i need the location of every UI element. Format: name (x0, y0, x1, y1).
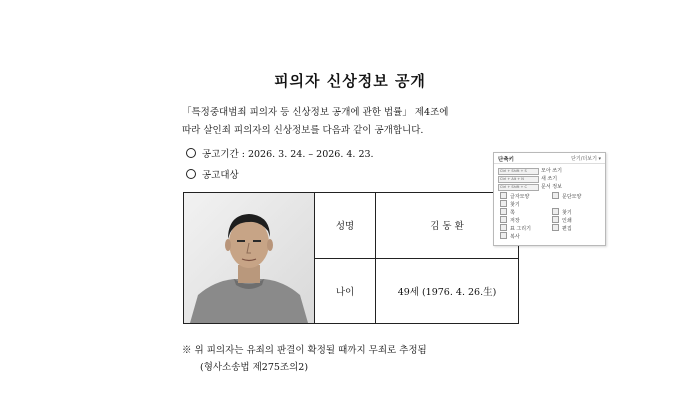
shortcut-grid-item[interactable]: 찾기 (552, 208, 572, 216)
shortcut-key: Ctrl + Shift + C (498, 184, 539, 191)
tool-icon (500, 216, 507, 223)
tool-icon (500, 232, 507, 239)
shortcut-grid-item[interactable]: 쪽 (500, 208, 515, 216)
intro-paragraph (182, 104, 542, 140)
shortcut-label: 새 쓰기 (541, 176, 558, 182)
tool-icon (500, 192, 507, 199)
suspect-photo (184, 193, 314, 323)
name-value: 김 동 환 (430, 221, 464, 233)
shortcut-row[interactable] (498, 167, 562, 174)
age-value-cell (376, 258, 519, 324)
tool-icon (552, 216, 559, 223)
suspect-photo-cell (184, 193, 315, 324)
tool-icon (500, 200, 507, 207)
shortcut-grid-item[interactable]: 표 그리기 (500, 224, 531, 232)
shortcut-grid-item[interactable]: 글자모양 (500, 192, 529, 200)
intro-line-2: 따라 살인죄 피의자의 신상정보를 다음과 같이 공개합니다. (182, 125, 424, 136)
shortcut-label: 모아 쓰기 (541, 168, 562, 174)
shortcut-label: 문서 정보 (541, 184, 562, 190)
tool-icon (552, 208, 559, 215)
shortcut-grid-item[interactable]: 편집 (552, 224, 572, 232)
shortcut-row[interactable] (498, 175, 557, 182)
tool-icon (552, 224, 559, 231)
shortcut-grid-item[interactable]: 문단모양 (552, 192, 581, 200)
notice-target-text: 공고대상 (202, 170, 239, 181)
legal-reference: (형사소송법 제275조의2) (200, 362, 309, 373)
shortcut-panel-title: 단축키 (498, 157, 514, 163)
shortcut-grid-item[interactable]: 저장 (500, 216, 520, 224)
shortcut-row[interactable] (498, 183, 562, 190)
notice-target (186, 167, 239, 181)
notice-period-text: 공고기간 : 2026. 3. 24. – 2026. 4. 23. (202, 149, 374, 160)
age-label-cell (315, 258, 376, 324)
presumption-note: ※ 위 피의자는 유죄의 판결이 확정될 때까지 무죄로 추정됨 (182, 345, 427, 356)
document-title: 피의자 신상정보 공개 (274, 72, 426, 90)
tool-icon (500, 224, 507, 231)
circle-bullet-icon (186, 148, 196, 158)
shortcut-panel-header (494, 153, 605, 164)
name-label: 성명 (335, 221, 355, 233)
intro-line-1: 「특정중대범죄 피의자 등 신상정보 공개에 관한 법률」 제4조에 (182, 107, 449, 118)
tool-icon (500, 208, 507, 215)
shortcut-grid-item[interactable]: 찾기 (500, 200, 520, 208)
age-label: 나이 (335, 286, 355, 298)
shortcut-key: Ctrl + Shift + S (498, 168, 539, 175)
shortcut-grid-item[interactable]: 복사 (500, 232, 520, 240)
circle-bullet-icon (186, 169, 196, 179)
shortcut-grid-item[interactable]: 인쇄 (552, 216, 572, 224)
shortcut-panel-more-button[interactable]: 닫기/더보기 ▾ (571, 156, 601, 162)
shortcut-key: Ctrl + Alt + N (498, 176, 539, 183)
notice-period (186, 146, 374, 160)
shortcut-panel (493, 152, 606, 246)
age-value: 49세 (1976. 4. 26.生) (397, 286, 497, 298)
name-label-cell (315, 193, 376, 259)
suspect-info-table (183, 192, 519, 324)
tool-icon (552, 192, 559, 199)
